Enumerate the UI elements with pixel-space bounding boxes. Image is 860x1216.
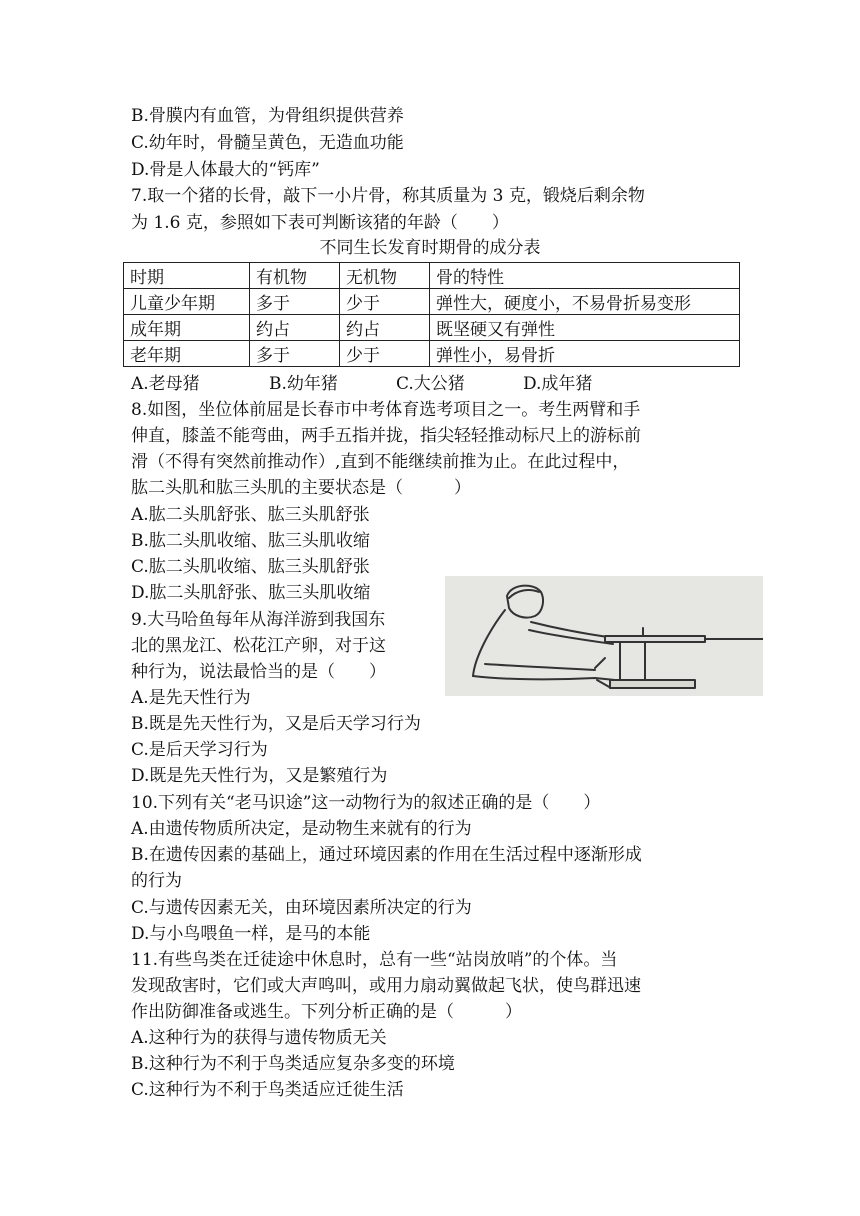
table-cell: 多于 [250,341,340,367]
question-line: 作出防御准备或逃生。下列分析正确的是（ ） [131,1002,522,1022]
table-cell: 弹性大，硬度小，不易骨折易变形 [430,289,740,315]
question-line: 7.取一个猪的长骨，敲下一小片骨，称其质量为 3 克，锻烧后剩余物 [131,186,645,206]
option-line: C.幼年时，骨髓呈黄色，无造血功能 [131,133,404,153]
option-c: C.大公猪 [396,374,465,394]
option-line: D.与小鸟喂鱼一样，是马的本能 [131,924,371,944]
question-line: 8.如图，坐位体前屈是长春市中考体育选考项目之一。考生两臂和手 [131,400,641,420]
table-cell: 少于 [340,341,430,367]
option-line: C.这种行为不利于鸟类适应迁徙生活 [131,1080,404,1100]
table-cell: 少于 [340,289,430,315]
table-row [124,341,740,367]
option-a: A.老母猪 [131,374,200,394]
option-line: C.肱二头肌收缩、肱三头肌舒张 [131,557,370,577]
table-header-cell: 骨的特性 [430,263,740,289]
table-header-cell: 无机物 [340,263,430,289]
table-cell: 约占 [250,315,340,341]
bone-composition-table [123,262,740,367]
question-line: 伸直，膝盖不能弯曲，两手五指并拢，指尖轻轻推动标尺上的游标前 [131,426,641,446]
question-line: 9.大马哈鱼每年从海洋游到我国东 [131,610,386,630]
option-line: B.在遗传因素的基础上，通过环境因素的作用在生活过程中逐渐形成 [131,845,642,865]
table-header-cell: 有机物 [250,263,340,289]
question-line: 北的黑龙江、松花江产卵，对于这 [131,636,386,656]
table-row [124,289,740,315]
q7-options [131,371,592,397]
option-line: A.是先天性行为 [131,688,251,708]
option-line: A.肱二头肌舒张、肱三头肌舒张 [131,505,370,525]
option-line: B.既是先天性行为，又是后天学习行为 [131,714,421,734]
table-row [124,315,740,341]
option-line: A.由遗传物质所决定，是动物生来就有的行为 [131,819,472,839]
table-header-cell: 时期 [124,263,250,289]
option-d: D.成年猪 [523,374,593,394]
table-cell: 既坚硬又有弹性 [430,315,740,341]
table-cell: 弹性小，易骨折 [430,341,740,367]
table-cell: 儿童少年期 [124,289,250,315]
sit-and-reach-illustration [445,576,763,696]
table-cell: 约占 [340,315,430,341]
table-cell: 多于 [250,289,340,315]
question-line: 滑（不得有突然前推动作）,直到不能继续前推为止。在此过程中， [131,452,630,472]
option-line: C.与遗传因素无关，由环境因素所决定的行为 [131,898,472,918]
option-line: D.既是先天性行为，又是繁殖行为 [131,766,388,786]
option-line: B.这种行为不利于鸟类适应复杂多变的环境 [131,1054,455,1074]
option-line: C.是后天学习行为 [131,740,268,760]
question-line: 11.有些鸟类在迁徒途中休息时，总有一些“站岗放哨”的个体。当 [131,950,618,970]
question-line: 为 1.6 克，参照如下表可判断该猪的年龄（ ） [131,213,509,233]
question-line: 种行为，说法最恰当的是（ ） [131,662,386,682]
question-line: 发现敌害时，它们或大声鸣叫，或用力扇动翼做起飞状，使鸟群迅速 [131,976,641,996]
option-line: B.肱二头肌收缩、肱三头肌收缩 [131,531,370,551]
option-line: D.肱二头肌舒张、肱三头肌收缩 [131,583,371,603]
table-cell: 老年期 [124,341,250,367]
option-line: A.这种行为的获得与遗传物质无关 [131,1028,387,1048]
table-caption: 不同生长发育时期骨的成分表 [319,238,541,258]
option-line: B.骨膜内有血管，为骨组织提供营养 [131,106,404,126]
question-line: 10.下列有关“老马识途”这一动物行为的叙述正确的是（ ） [131,793,601,813]
sit-and-reach-figure [445,576,763,696]
table-header-row [124,263,740,289]
question-line: 肱二头肌和肱三头肌的主要状态是（ ） [131,478,471,498]
option-b: B.幼年猪 [269,374,338,394]
option-line: 的行为 [131,871,182,891]
option-line: D.骨是人体最大的“钙库” [131,160,320,180]
table-cell: 成年期 [124,315,250,341]
